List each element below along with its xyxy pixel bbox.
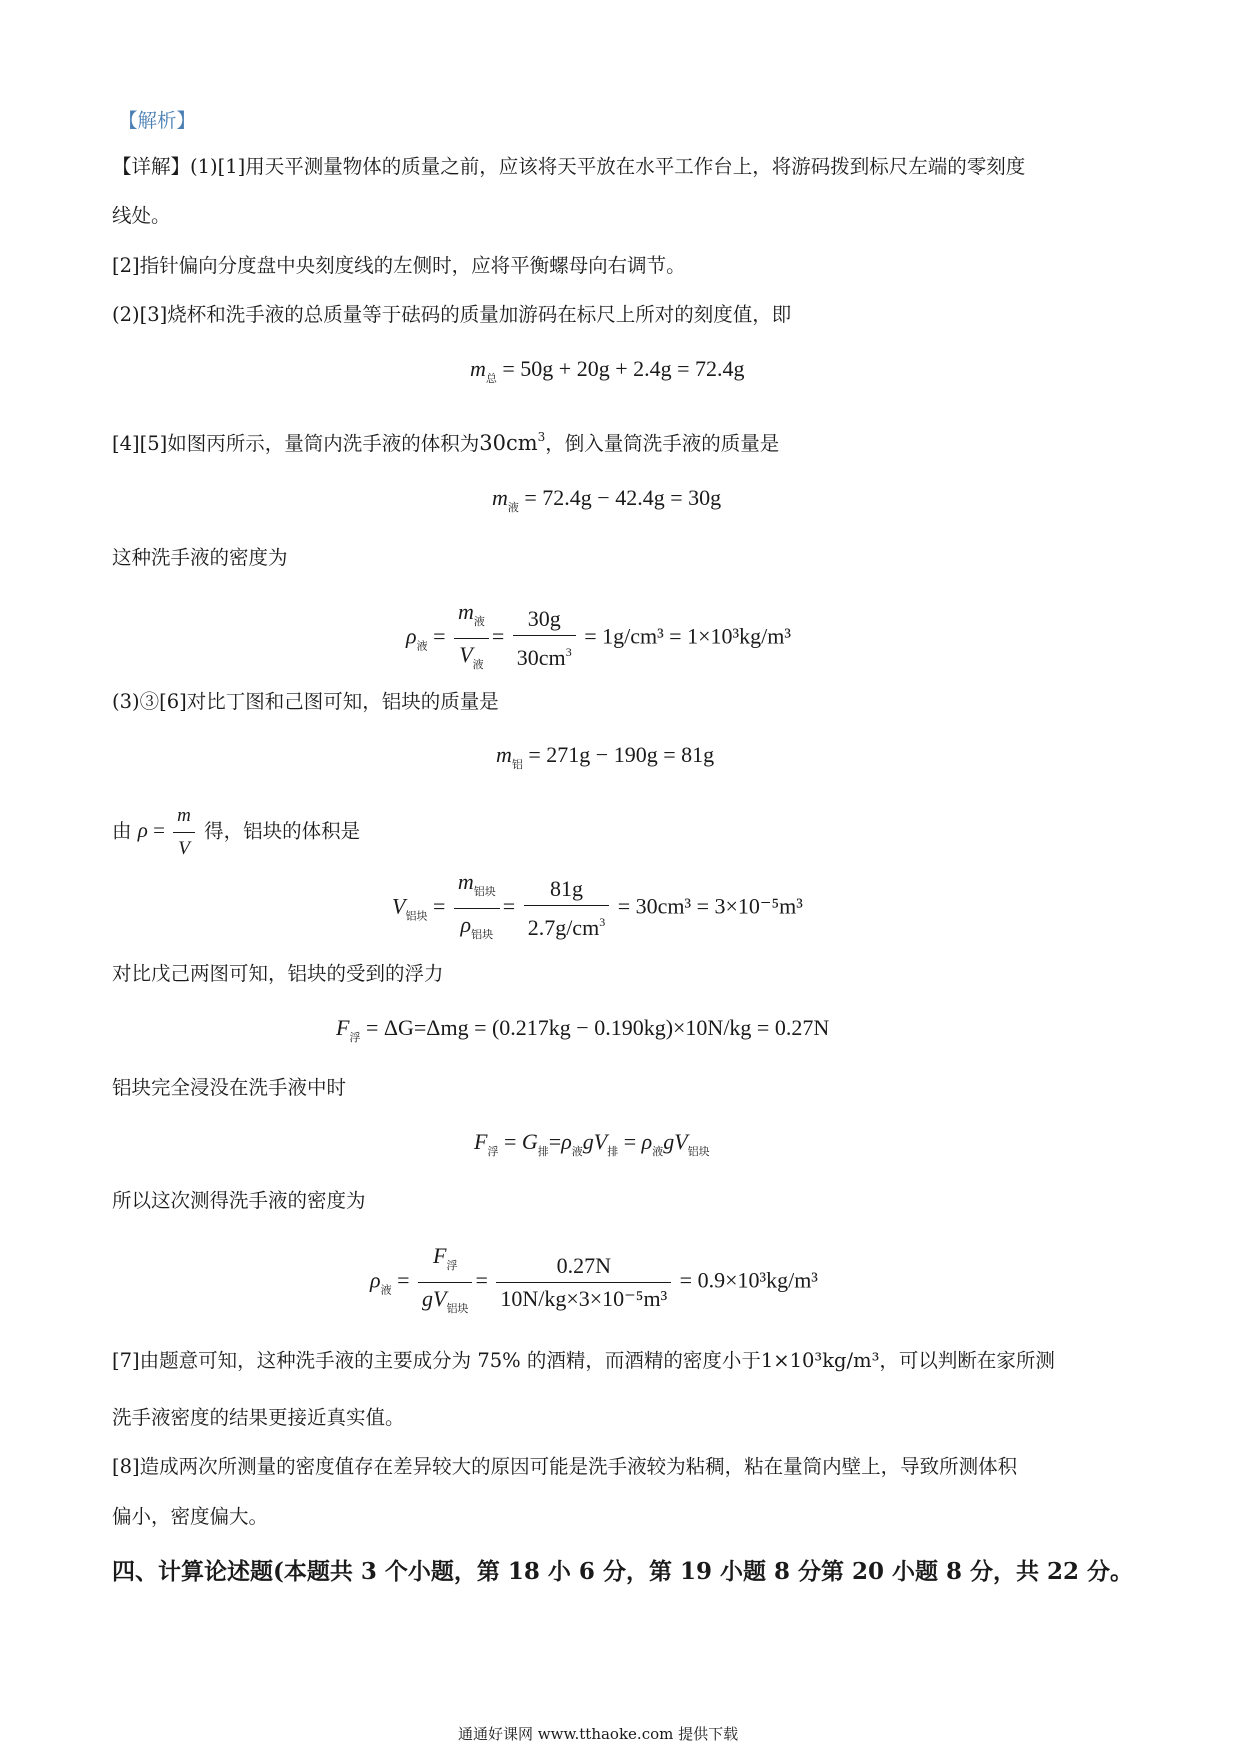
paragraph-1: 【详解】(1)[1]用天平测量物体的质量之前，应该将天平放在水平工作台上，将游码拨到标尺左端的零刻度 bbox=[112, 155, 1026, 178]
paragraph-1-cont: 线处。 bbox=[112, 204, 171, 227]
paragraph-8: 对比戊己两图可知，铝块的受到的浮力 bbox=[112, 962, 444, 985]
equation-aluminum-mass: $m_铝 = 271g - 190g = 81g$ bbox=[496, 742, 715, 771]
equation-buoyancy: $F_浮 = \Delta G=\Delta mg = (0.217kg - 0.190kg)\times 10N/kg = 0.27N$ bbox=[336, 1015, 830, 1044]
paragraph-11: [7]由题意可知，这种洗手液的主要成分为 75% 的酒精，而酒精的密度小于1×10³kg/m³，可以判断在家所测 bbox=[112, 1349, 1055, 1372]
paragraph-9: 铝块完全浸没在洗手液中时 bbox=[112, 1076, 347, 1099]
equation-density-2: $\rho_液$ = $\frac{F_浮}{gV_{铝块}}$ = $\frac{0.27N}{\text{10N/kg×3×10⁻⁵m³}}$ = 0.9×10³kg/m³ bbox=[370, 1243, 818, 1315]
paragraph-7: 由 ρ = $\frac{m}{V}$ 得，铝块的体积是 bbox=[112, 802, 360, 863]
analysis-heading: 【解析】 bbox=[118, 109, 197, 132]
equation-total-mass: $m_总 = 50g + 20g + 2.4g = 72.4g$ bbox=[470, 356, 745, 385]
paragraph-12: [8]造成两次所测量的密度值存在差异较大的原因可能是洗手液较为粘稠，粘在量筒内壁上，导致所测体积 bbox=[112, 1455, 1018, 1478]
footer: 通通好课网 www.tthaoke.com 提供下载 bbox=[458, 1725, 739, 1743]
section-title: 四、计算论述题(本题共 3 个小题，第 18 小 6 分，第 19 小题 8 分第 20 小题 8 分，共 22 分。 bbox=[112, 1558, 1134, 1585]
equation-density-1: $\rho_液$ = $\frac{m_液}{V_液}$ = $\frac{30g}{30cm^3}$ = 1g/cm³ = 1×10³kg/m³ bbox=[406, 599, 791, 671]
paragraph-3: (2)[3]烧杯和洗手液的总质量等于砝码的质量加游码在标尺上所对的刻度值，即 bbox=[112, 303, 792, 326]
equation-liquid-mass: $m_液 = 72.4g - 42.4g = 30g$ bbox=[492, 485, 722, 514]
paragraph-4: [4][5]如图丙所示，量筒内洗手液的体积为$30cm^3$，倒入量筒洗手液的质量是 bbox=[112, 430, 780, 455]
paragraph-2: [2]指针偏向分度盘中央刻度线的左侧时，应将平衡螺母向右调节。 bbox=[112, 254, 686, 277]
equation-archimedes: $F_浮 = G_排=\rho_液gV_排 = \rho_液gV_{铝块}$ bbox=[474, 1129, 710, 1158]
equation-aluminum-volume: $V_{铝块}$ = $\frac{m_{铝块}}{\rho_{铝块}}$ = $\frac{81g}{2.7g/cm^3}$ = 30cm³ = 3×10⁻⁵m³ bbox=[392, 869, 803, 941]
paragraph-11-cont: 洗手液密度的结果更接近真实值。 bbox=[112, 1406, 405, 1429]
paragraph-6: (3)③[6]对比丁图和己图可知，铝块的质量是 bbox=[112, 690, 499, 713]
paragraph-5: 这种洗手液的密度为 bbox=[112, 546, 288, 569]
paragraph-10: 所以这次测得洗手液的密度为 bbox=[112, 1189, 366, 1212]
paragraph-12-cont: 偏小，密度偏大。 bbox=[112, 1505, 269, 1528]
